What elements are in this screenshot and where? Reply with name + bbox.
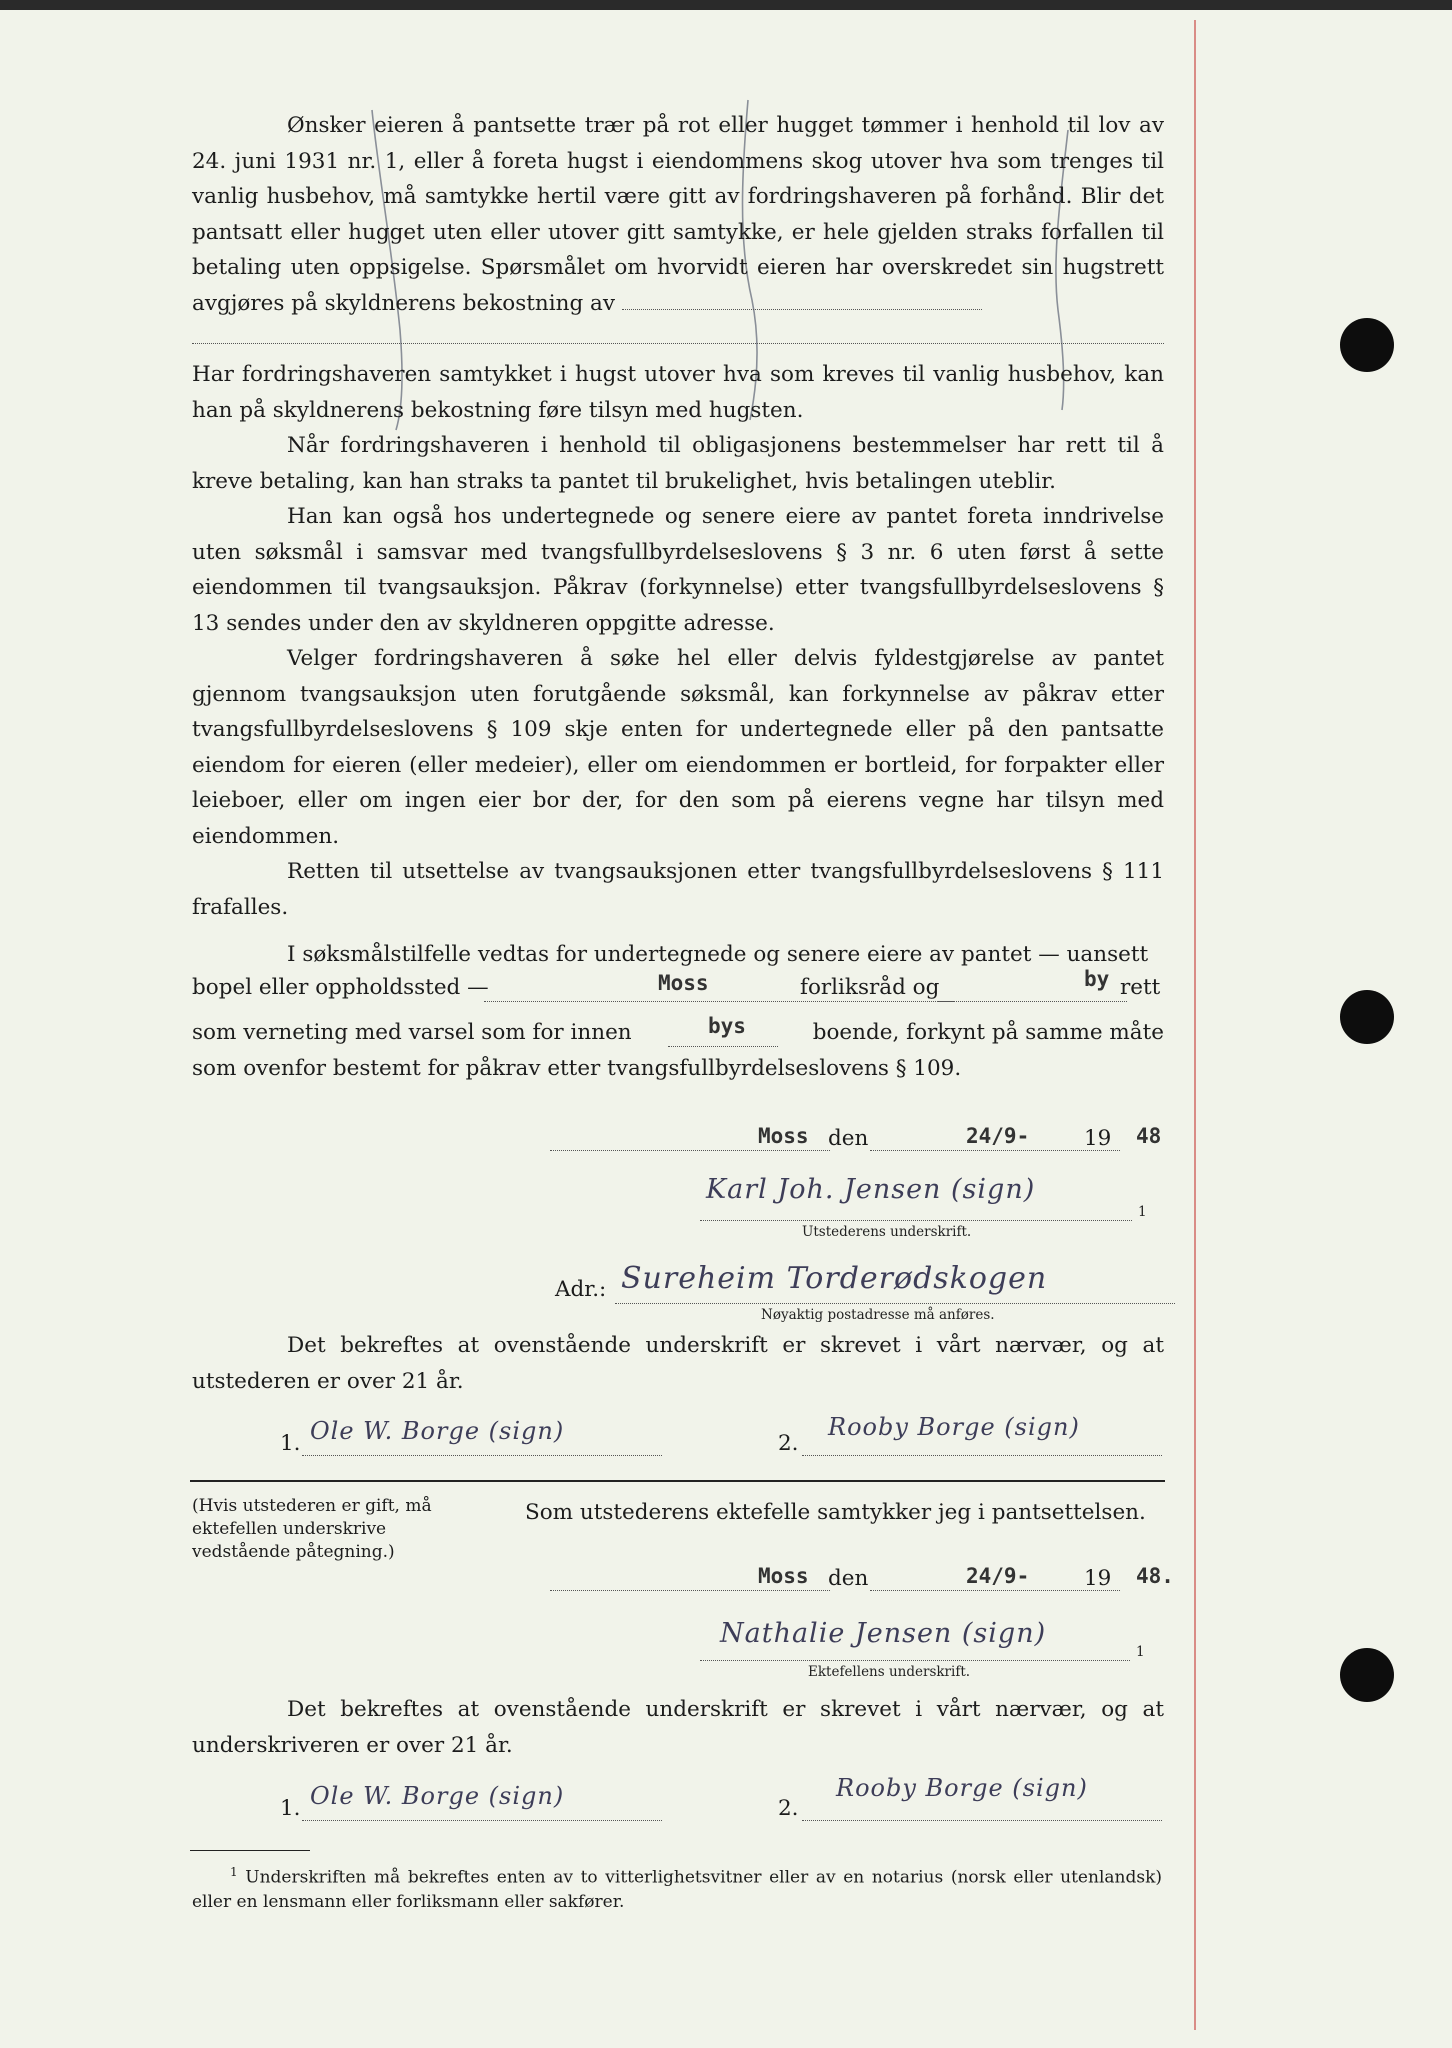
witness-1-signatures: 1. Ole W. Borge (sign) 2. Rooby Borge (sign)	[280, 1405, 1160, 1465]
binder-hole-1	[1340, 318, 1394, 372]
spouse-signature-block: Nathalie Jensen (sign) Ektefellens underskrift. 1	[700, 1610, 1140, 1670]
witness-1-sig-1: Ole W. Borge (sign)	[310, 1417, 565, 1445]
court-type-field: by	[1084, 967, 1110, 991]
venue-line-1: bopel eller oppholdssted — Moss forliksråd og by rett	[192, 967, 1161, 1000]
issuer-date-line: Moss den 24/9- 19 48	[550, 1120, 1170, 1160]
spouse-note: (Hvis utstederen er gift, må ektefellen underskrive vedstående påtegning.)	[192, 1496, 432, 1562]
witness-2-sig-2: Rooby Borge (sign)	[836, 1774, 1088, 1802]
witness-2-text: Det bekreftes at ovenstående underskrift er skrevet i vårt nærvær, og at underskriveren er over 21 år.	[192, 1697, 1164, 1758]
paragraph-utsettelse: Retten til utsettelse av tvangsauksjonen etter tvangsfullbyrdelseslovens § 111 frafalles.	[192, 859, 1164, 920]
spouse-date: 24/9-	[966, 1564, 1030, 1588]
spouse-date-line: Moss den 24/9- 19 48.	[550, 1560, 1190, 1600]
witness-1-sig-2: Rooby Borge (sign)	[828, 1413, 1080, 1441]
spouse-year: 48.	[1136, 1564, 1174, 1588]
witness-2-signatures: 1. Ole W. Borge (sign) 2. Rooby Borge (sign)	[280, 1770, 1160, 1830]
footnote: $^1$ Underskriften må bekreftes enten av to vitterlighetsvitner eller av en notarius (norsk eller utenlandsk) eller en lensmann eller forliksmann eller sakfører.	[192, 1865, 1163, 1912]
issuer-address-block: Adr.: Sureheim Torderødskogen Nøyaktig postadresse må anføres.	[555, 1265, 1235, 1325]
paragraph-samtykke: Har fordringshaveren samtykket i hugst utover hva som kreves til vanlig husbehov, kan han på skyldnerens bekostning føre tilsyn med hugsten.	[192, 362, 1164, 423]
witness-2-sig-1: Ole W. Borge (sign)	[310, 1782, 565, 1810]
issuer-signature: Karl Joh. Jensen (sign)	[706, 1174, 1036, 1205]
issuer-date: 24/9-	[966, 1124, 1030, 1148]
paragraph-hugst: Ønsker eieren å pantsette trær på rot eller hugget tømmer i henhold til lov av 24. juni 1931 nr. 1, eller å foreta hugst i eiendommens skog utover hva som trenges til vanlig husbehov, må samtykke hertil være gitt av fordringshaveren på forhånd. Blir det pantsatt eller hugget uten eller utover gitt samtykke, er hele gjelden straks forfallen til betaling uten oppsigelse. Spørsmålet om hvorvidt eieren har overskredet sin hugstrett avgjøres på skyldnerens bekostning av	[192, 113, 1164, 316]
paragraph-betaling: Når fordringshaveren i henhold til obligasjonens bestemmelser har rett til å kreve betaling, kan han straks ta pantet til brukelighet, hvis betalingen uteblir.	[192, 433, 1164, 494]
section-divider	[190, 1480, 1165, 1482]
innen-field: bys	[708, 1014, 746, 1038]
blank-line	[192, 321, 1164, 357]
binder-hole-2	[1340, 990, 1394, 1044]
binder-hole-3	[1340, 1648, 1394, 1702]
issuer-year: 48	[1136, 1124, 1162, 1148]
body-text	[192, 108, 1164, 925]
spouse-consent: Som utstederens ektefelle samtykker jeg i pantsettelsen.	[525, 1500, 1146, 1525]
issuer-address: Sureheim Torderødskogen	[621, 1261, 1048, 1296]
issuer-place: Moss	[758, 1124, 809, 1148]
spouse-signature: Nathalie Jensen (sign)	[720, 1618, 1047, 1649]
venue-intro: I søksmålstilfelle vedtas for undertegnede og senere eiere av pantet — uansett	[287, 942, 1149, 967]
venue-line-3: som ovenfor bestemt for påkrav etter tvangsfullbyrdelseslovens § 109.	[192, 1056, 962, 1081]
footnote-rule	[190, 1850, 310, 1851]
paragraph-tvangsauksjon: Velger fordringshaveren å søke hel eller delvis fyldestgjørelse av pantet gjennom tvangsauksjon uten forutgående søksmål, kan forkynnelse av påkrav etter tvangsfullbyrdelseslovens § 109 skje enten for undertegnede eller på den pantsatte eiendom for eieren (eller medeier), eller om eiendommen er bortleid, for forpakter eller leieboer, eller om ingen eier bor der, for den som på eierens vegne har tilsyn med eiendommen.	[192, 646, 1164, 849]
venue-clause	[192, 937, 1164, 973]
paragraph-inndrivelse: Han kan også hos undertegnede og senere eiere av pantet foreta inndrivelse uten søksmål i samsvar med tvangsfullbyrdelseslovens § 3 nr. 6 uten først å sette eiendommen til tvangsauksjon. Påkrav (forkynnelse) etter tvangsfullbyrdelseslovens § 13 sendes under den av skyldneren oppgitte adresse.	[192, 504, 1164, 636]
venue-line-2: som verneting med varsel som for innen bys boende, forkynt på samme måte	[192, 1014, 1164, 1045]
spouse-place: Moss	[758, 1564, 809, 1588]
court-place-field: Moss	[658, 971, 709, 995]
witness-1-text: Det bekreftes at ovenstående underskrift er skrevet i vårt nærvær, og at utstederen er over 21 år.	[192, 1333, 1164, 1394]
issuer-signature-block: Karl Joh. Jensen (sign) Utstederens underskrift. 1	[700, 1170, 1140, 1230]
